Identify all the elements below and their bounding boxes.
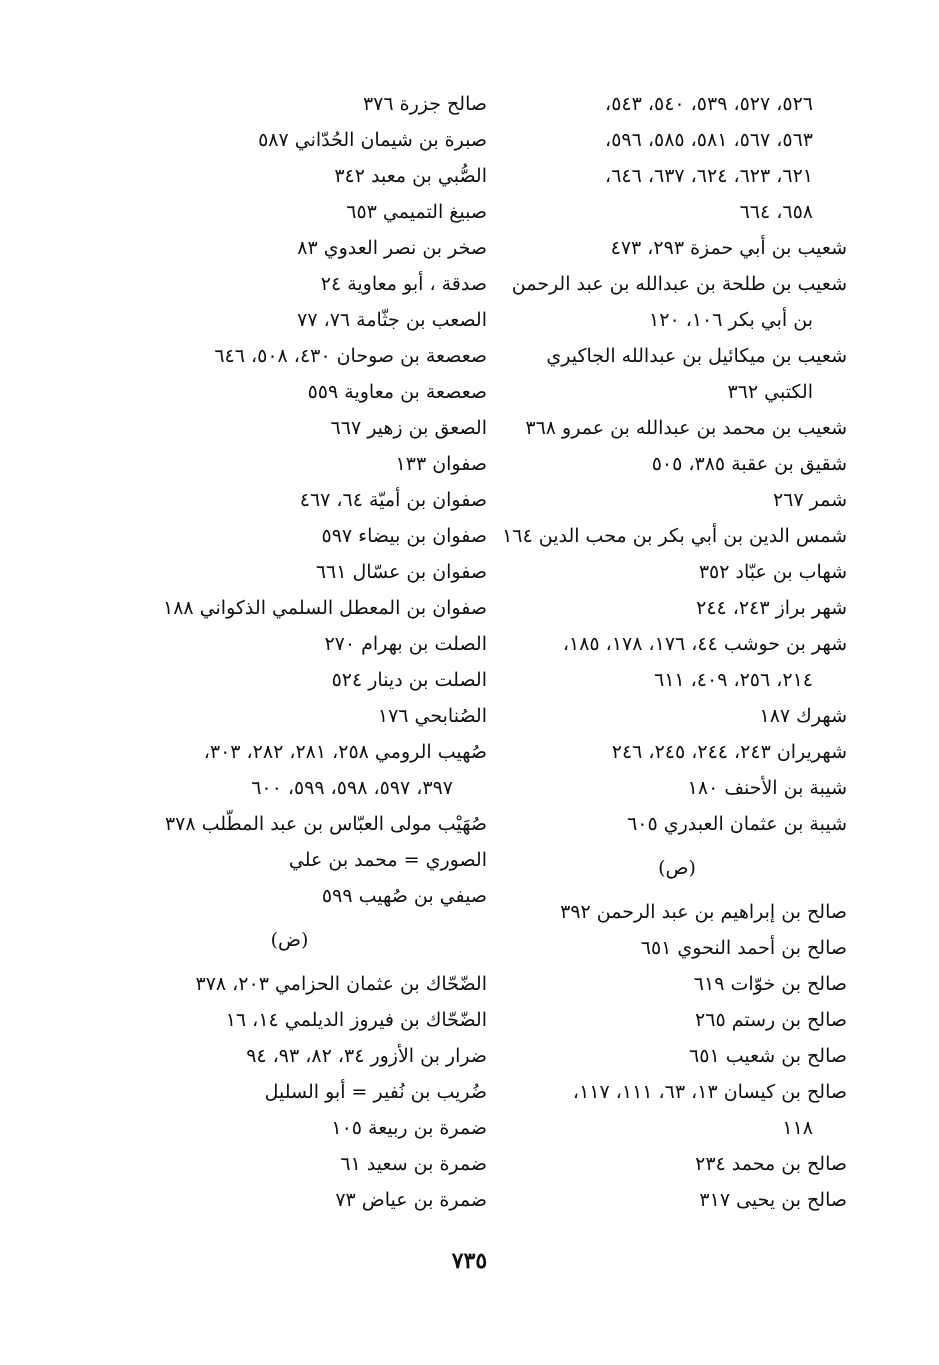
index-entry: ضرار بن الأزور ٣٤، ٨٢، ٩٣، ٩٤ <box>246 1045 487 1067</box>
index-entry: صفوان بن أميّة ٦٤، ٤٦٧ <box>299 489 487 511</box>
index-entry: صيفي بن صُهيب ٥٩٩ <box>321 885 487 907</box>
index-entry: شمس الدين بن أبي بكر بن محب الدين ١٦٤ <box>502 525 847 547</box>
index-entry: صالح بن كيسان ١٣، ٦٣، ١١١، ١١٧، <box>572 1081 847 1103</box>
index-entry: شمر ٢٦٧ <box>772 489 847 511</box>
index-entry: صُهَيْب مولى العبّاس بن عبد المطّلب ٣٧٨ <box>164 813 487 835</box>
index-entry: الصُّبي بن معبد ٣٤٢ <box>334 165 487 187</box>
index-entry: صالح بن أحمد النحوي ٦٥١ <box>640 937 847 959</box>
index-entry: شهاب بن عبّاد ٣٥٢ <box>698 561 847 583</box>
index-entry: الصعب بن جثّامة ٧٦، ٧٧ <box>297 309 487 331</box>
index-entry: الصلت بن بهرام ٢٧٠ <box>324 633 487 655</box>
index-entry: الصلت بن دينار ٥٢٤ <box>331 669 487 691</box>
index-entry: صخر بن نصر العدوي ٨٣ <box>297 237 487 259</box>
right-column <box>502 86 847 1218</box>
index-entry: صفوان ١٣٣ <box>395 453 487 475</box>
index-entry: شعيب بن أبي حمزة ٢٩٣، ٤٧٣ <box>610 237 847 259</box>
index-entry: شهر بن حوشب ٤٤، ١٧٦، ١٧٨، ١٨٥، <box>562 633 847 655</box>
index-entry-continuation: بن أبي بكر ١٠٦، ١٢٠ <box>649 309 813 331</box>
index-entry: شهرك ١٨٧ <box>759 705 847 727</box>
index-entry-continuation: ٢١٤، ٢٥٦، ٤٠٩، ٦١١ <box>653 669 813 691</box>
index-entry-continuation: ٥٢٦، ٥٢٧، ٥٣٩، ٥٤٠، ٥٤٣، <box>605 93 813 115</box>
index-entry: صفوان بن بيضاء ٥٩٧ <box>321 525 487 547</box>
index-entry: ضُريب بن نُفير = أبو السليل <box>264 1081 487 1103</box>
index-entry: شهر براز ٢٤٣، ٢٤٤ <box>696 597 847 619</box>
index-entry: ضمرة بن عياض ٧٣ <box>335 1189 487 1211</box>
index-entry: صالح بن خوّات ٦١٩ <box>693 973 847 995</box>
index-entry: الصُنابحي ١٧٦ <box>377 705 487 727</box>
index-entry: ضمرة بن سعيد ٦١ <box>340 1153 487 1175</box>
index-entry: الضّحّاك بن عثمان الحزامي ٢٠٣، ٣٧٨ <box>195 973 487 995</box>
index-entry: صالح بن إبراهيم بن عبد الرحمن ٣٩٢ <box>560 901 847 923</box>
index-entry: شعيب بن محمد بن عبدالله بن عمرو ٣٦٨ <box>525 417 847 439</box>
section-heading: (ض) <box>270 929 309 951</box>
index-entry-continuation: ٥٦٣، ٥٦٧، ٥٨١، ٥٨٥، ٥٩٦، <box>605 129 813 151</box>
index-entry: صفوان بن المعطل السلمي الذكواني ١٨٨ <box>163 597 487 619</box>
index-entry: صبرة بن شيمان الحُدّاني ٥٨٧ <box>258 129 487 151</box>
index-entry: صعصعة بن صوحان ٤٣٠، ٥٠٨، ٦٤٦ <box>214 345 487 367</box>
index-entry: شهريران ٢٤٣، ٢٤٤، ٢٤٥، ٢٤٦ <box>611 741 847 763</box>
index-entry-continuation: ١١٨ <box>782 1117 813 1139</box>
index-entry: الصعق بن زهير ٦٦٧ <box>330 417 487 439</box>
index-entry: صدقة ، أبو معاوية ٢٤ <box>320 273 487 295</box>
index-entry: ضمرة بن ربيعة ١٠٥ <box>331 1117 487 1139</box>
index-entry: شقيق بن عقبة ٣٨٥، ٥٠٥ <box>651 453 847 475</box>
index-entry: صعصعة بن معاوية ٥٥٩ <box>307 381 487 403</box>
index-entry: صالح جزرة ٣٧٦ <box>362 93 487 115</box>
page-number: ٧٣٥ <box>451 1248 488 1274</box>
index-entry-continuation: الكتبي ٣٦٢ <box>727 381 813 403</box>
index-entry: صالح بن شعيب ٦٥١ <box>689 1045 847 1067</box>
index-entry: شيبة بن الأحنف ١٨٠ <box>687 777 847 799</box>
index-entry: صالح بن رستم ٢٦٥ <box>695 1009 847 1031</box>
section-heading: (ص) <box>658 857 696 879</box>
index-entry-continuation: ٦٢١، ٦٢٣، ٦٢٤، ٦٣٧، ٦٤٦، <box>605 165 813 187</box>
index-entry-continuation: ٣٩٧، ٥٩٧، ٥٩٨، ٥٩٩، ٦٠٠ <box>251 777 453 799</box>
index-entry: شيبة بن عثمان العبدري ٦٠٥ <box>627 813 847 835</box>
index-entry: صفوان بن عسّال ٦٦١ <box>315 561 487 583</box>
index-entry: شعيب بن ميكائيل بن عبدالله الجاكيري <box>546 345 847 367</box>
left-column <box>92 86 487 1218</box>
index-entry: صُهيب الرومي ٢٥٨، ٢٨١، ٢٨٢، ٣٠٣، <box>203 741 487 763</box>
index-entry: الصوري = محمد بن علي <box>288 849 487 871</box>
index-entry: الضّحّاك بن فيروز الديلمي ١٤، ١٦ <box>225 1009 487 1031</box>
index-entry-continuation: ٦٥٨، ٦٦٤ <box>739 201 813 223</box>
index-entry: شعيب بن طلحة بن عبدالله بن عبد الرحمن <box>511 273 847 295</box>
index-entry: صالح بن محمد ٢٣٤ <box>695 1153 847 1175</box>
index-entry: صبيغ التميمي ٦٥٣ <box>346 201 487 223</box>
index-entry: صالح بن يحيى ٣١٧ <box>699 1189 847 1211</box>
